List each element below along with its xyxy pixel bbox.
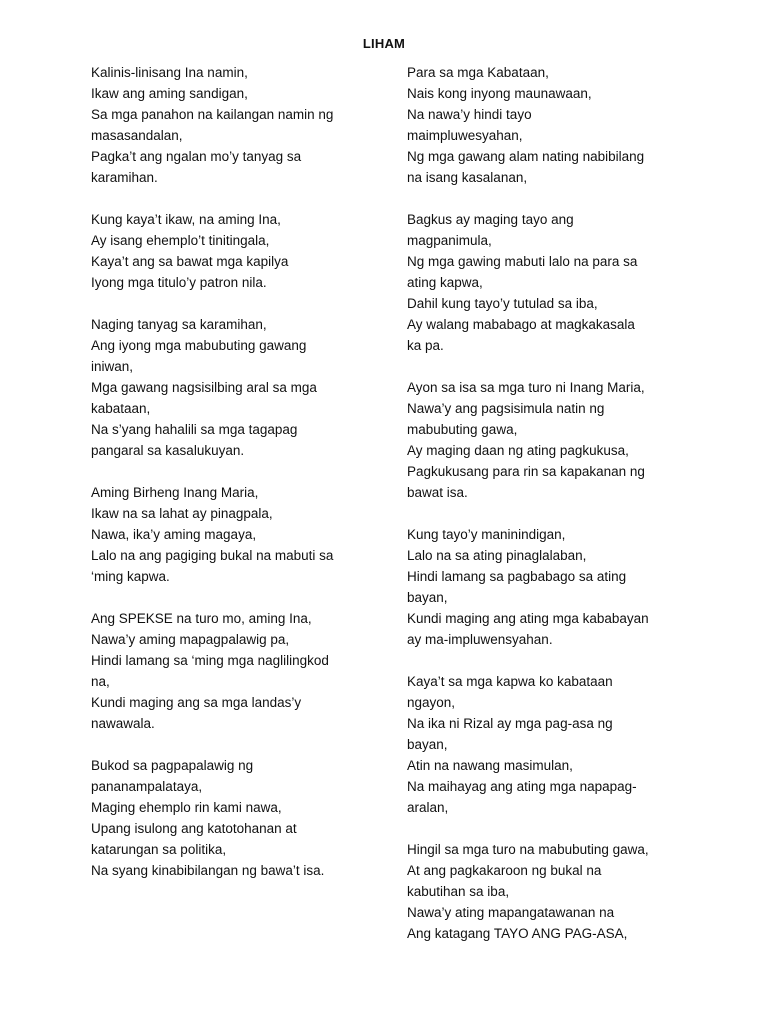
poem-line: Dahil kung tayo’y tutulad sa iba, (407, 296, 598, 311)
poem-line: iniwan, (91, 359, 134, 374)
stanza (91, 755, 381, 881)
left-column (91, 62, 381, 902)
poem-line: na isang kasalanan, (407, 170, 528, 185)
poem-line: Kundi maging ang ating mga kababayan (407, 611, 649, 626)
poem-line: Atin na nawang masimulan, (407, 758, 573, 773)
poem-line: bayan, (407, 590, 448, 605)
poem-line: Hindi lamang sa ‘ming mga naglilingkod (91, 653, 329, 668)
poem-line: ka pa. (407, 338, 444, 353)
poem-line: mabubuting gawa, (407, 422, 518, 437)
right-column (407, 62, 697, 965)
poem-line: maimpluwesyahan, (407, 128, 523, 143)
stanza (91, 314, 381, 461)
poem-line: Bukod sa pagpapalawig ng (91, 758, 254, 773)
poem-line: Iyong mga titulo’y patron nila. (91, 275, 267, 290)
poem-line: Nais kong inyong maunawaan, (407, 86, 592, 101)
poem-line: Nawa’y ating mapangatawanan na (407, 905, 615, 920)
stanza (407, 377, 697, 503)
poem-line: magpanimula, (407, 233, 492, 248)
poem-line: Nawa’y aming mapagpalawig pa, (91, 632, 290, 647)
poem-line: Na nawa’y hindi tayo (407, 107, 532, 122)
stanza (91, 608, 381, 734)
poem-line: Nawa, ika’y aming magaya, (91, 527, 257, 542)
poem-line: Ayon sa isa sa mga turo ni Inang Maria, (407, 380, 645, 395)
poem-line: Ang katagang TAYO ANG PAG-ASA, (407, 926, 628, 941)
poem-line: katarungan sa politika, (91, 842, 227, 857)
poem-line: ating kapwa, (407, 275, 483, 290)
poem-line: Kaya’t ang sa bawat mga kapilya (91, 254, 289, 269)
poem-line: Ikaw ang aming sandigan, (91, 86, 248, 101)
poem-line: Ng mga gawing mabuti lalo na para sa (407, 254, 638, 269)
poem-line: karamihan. (91, 170, 158, 185)
poem-line: Na maihayag ang ating mga napapag- (407, 779, 637, 794)
poem-line: kabataan, (91, 401, 151, 416)
stanza (407, 209, 697, 356)
poem-line: Kung kaya’t ikaw, na aming Ina, (91, 212, 281, 227)
poem-line: Hindi lamang sa pagbabago sa ating (407, 569, 627, 584)
poem-line: Na ika ni Rizal ay mga pag-asa ng (407, 716, 613, 731)
stanza (407, 524, 697, 650)
poem-line: At ang pagkakaroon ng bukal na (407, 863, 602, 878)
poem-line: Sa mga panahon na kailangan namin ng (91, 107, 334, 122)
poem-line: Lalo na ang pagiging bukal na mabuti sa (91, 548, 334, 563)
poem-line: Na s’yang hahalili sa mga tagapag (91, 422, 298, 437)
poem-line: Bagkus ay maging tayo ang (407, 212, 574, 227)
stanza (407, 62, 697, 188)
document-title: LIHAM (362, 36, 406, 51)
poem-line: ‘ming kapwa. (91, 569, 170, 584)
stanza (91, 209, 381, 293)
poem-line: Kalinis-linisang Ina namin, (91, 65, 248, 80)
poem-line: Maging ehemplo rin kami nawa, (91, 800, 282, 815)
poem-line: Kaya’t sa mga kapwa ko kabataan (407, 674, 613, 689)
poem-line: Ay isang ehemplo’t tinitingala, (91, 233, 270, 248)
stanza (91, 62, 381, 188)
poem-line: na, (91, 674, 110, 689)
poem-line: pananampalataya, (91, 779, 203, 794)
stanza (407, 839, 697, 944)
poem-line: bayan, (407, 737, 448, 752)
poem-line: Hingil sa mga turo na mabubuting gawa, (407, 842, 649, 857)
poem-line: Aming Birheng Inang Maria, (91, 485, 259, 500)
poem-line: Nawa’y ang pagsisimula natin ng (407, 401, 605, 416)
poem-line: Ang iyong mga mabubuting gawang (91, 338, 307, 353)
stanza (407, 671, 697, 818)
poem-line: Pagkukusang para rin sa kapakanan ng (407, 464, 645, 479)
poem-line: bawat isa. (407, 485, 468, 500)
poem-line: Upang isulong ang katotohanan at (91, 821, 297, 836)
poem-line: Pagka’t ang ngalan mo’y tanyag sa (91, 149, 302, 164)
poem-line: Ay walang mababago at magkakasala (407, 317, 635, 332)
poem-line: nawawala. (91, 716, 155, 731)
poem-line: Naging tanyag sa karamihan, (91, 317, 267, 332)
stanza (91, 482, 381, 587)
poem-line: aralan, (407, 800, 449, 815)
poem-line: masasandalan, (91, 128, 183, 143)
poem-line: Mga gawang nagsisilbing aral sa mga (91, 380, 317, 395)
poem-line: Ang SPEKSE na turo mo, aming Ina, (91, 611, 312, 626)
poem-line: Kung tayo’y maninindigan, (407, 527, 566, 542)
poem-line: pangaral sa kasalukuyan. (91, 443, 245, 458)
poem-line: ay ma-impluwensyahan. (407, 632, 553, 647)
poem-line: Na syang kinabibilangan ng bawa’t isa. (91, 863, 325, 878)
poem-line: Kundi maging ang sa mga landas’y (91, 695, 302, 710)
poem-line: kabutihan sa iba, (407, 884, 510, 899)
poem-line: ngayon, (407, 695, 456, 710)
poem-line: Ikaw na sa lahat ay pinagpala, (91, 506, 273, 521)
poem-line: Lalo na sa ating pinaglalaban, (407, 548, 587, 563)
poem-line: Ay maging daan ng ating pagkukusa, (407, 443, 629, 458)
poem-line: Ng mga gawang alam nating nabibilang (407, 149, 645, 164)
poem-line: Para sa mga Kabataan, (407, 65, 549, 80)
